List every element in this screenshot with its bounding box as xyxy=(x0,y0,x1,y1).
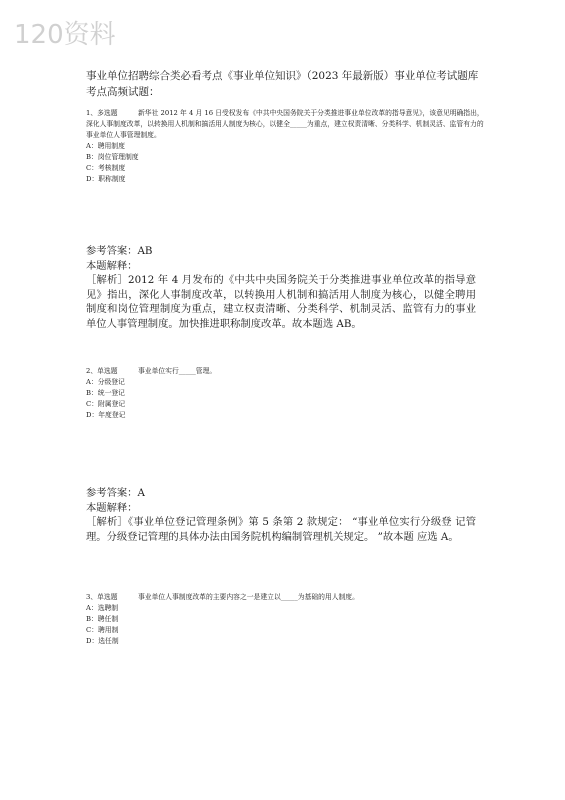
answer-1-label: 参考答案：AB xyxy=(86,245,153,257)
question-2-stem: 事业单位实行_____管理。 xyxy=(138,367,217,375)
explanation-2: ［解析］《事业单位登记管理条例》第 5 条第 2 款规定： “事业单位实行分级登 记管理。分级登记管理的具体办法由国务院机构编制管理机关规定。 ”故本题 应选 A。 xyxy=(86,516,476,543)
question-1-stem: 新华社 2012 年 4 月 16 日受权发布《中共中央国务院关于分类推进事业单位改革的指导意见》，该意见明确指出，深化人事制度改革，以转换用人机制和搞活用人制度为核心，以健全_____为重点，建立权责清晰、分类科学、机制灵活、监管有力的事业单位人事管理制度。 xyxy=(86,109,484,139)
question-2-number: 2、单选题 xyxy=(86,367,118,375)
question-1-option-a: A：聘用制度 xyxy=(86,142,125,150)
question-3-option-d: D：选任制 xyxy=(86,637,119,645)
question-1-header xyxy=(86,108,486,141)
question-2-option-a: A：分级登记 xyxy=(86,378,125,386)
question-3-option-c: C：聘用制 xyxy=(86,626,119,634)
question-3-header xyxy=(86,592,486,603)
question-2-option-b: B：统一登记 xyxy=(86,389,125,397)
question-3-option-b: B：聘任制 xyxy=(86,615,119,623)
question-3 xyxy=(86,592,486,647)
question-1-number: 1、多选题 xyxy=(86,109,118,117)
question-3-stem: 事业单位人事制度改革的主要内容之一是建立以_____为基础的用人制度。 xyxy=(138,593,359,601)
answer-block-1 xyxy=(86,244,476,331)
answer-2-label: 参考答案：A xyxy=(86,487,145,499)
explain-2-label: 本题解释： xyxy=(86,501,138,514)
answer-block-2 xyxy=(86,486,476,544)
question-2-option-d: D：年度登记 xyxy=(86,411,126,419)
explain-1-label: 本题解释： xyxy=(86,259,138,272)
question-3-number: 3、单选题 xyxy=(86,593,118,601)
watermark-logo: 120资料 xyxy=(14,20,116,50)
question-3-option-a: A：选聘制 xyxy=(86,604,119,612)
question-2-header xyxy=(86,366,486,377)
document-title: 事业单位招聘综合类必看考点《事业单位知识》（2023 年最新版）事业单位考试题库考点高频试题： xyxy=(86,70,479,98)
question-1 xyxy=(86,108,486,185)
question-1-option-d: D：职称制度 xyxy=(86,175,126,183)
explanation-1: ［解析］2012 年 4 月发布的《中共中央国务院关于分类推进事业单位改革的指导意见》指出，深化人事制度改革，以转换用人机制和搞活用人制度为核心，以健全聘用制度和岗位管理制度为重点，建立权责清晰、分类科学、机制灵活、监管有力的事业单位人事管理制度。加快推进职称制度改革。故本题选 AB。 xyxy=(86,274,476,330)
question-2 xyxy=(86,366,486,421)
question-1-option-b: B：岗位管理制度 xyxy=(86,153,139,161)
question-1-option-c: C：考核制度 xyxy=(86,164,126,172)
question-2-option-c: C：附属登记 xyxy=(86,400,126,408)
